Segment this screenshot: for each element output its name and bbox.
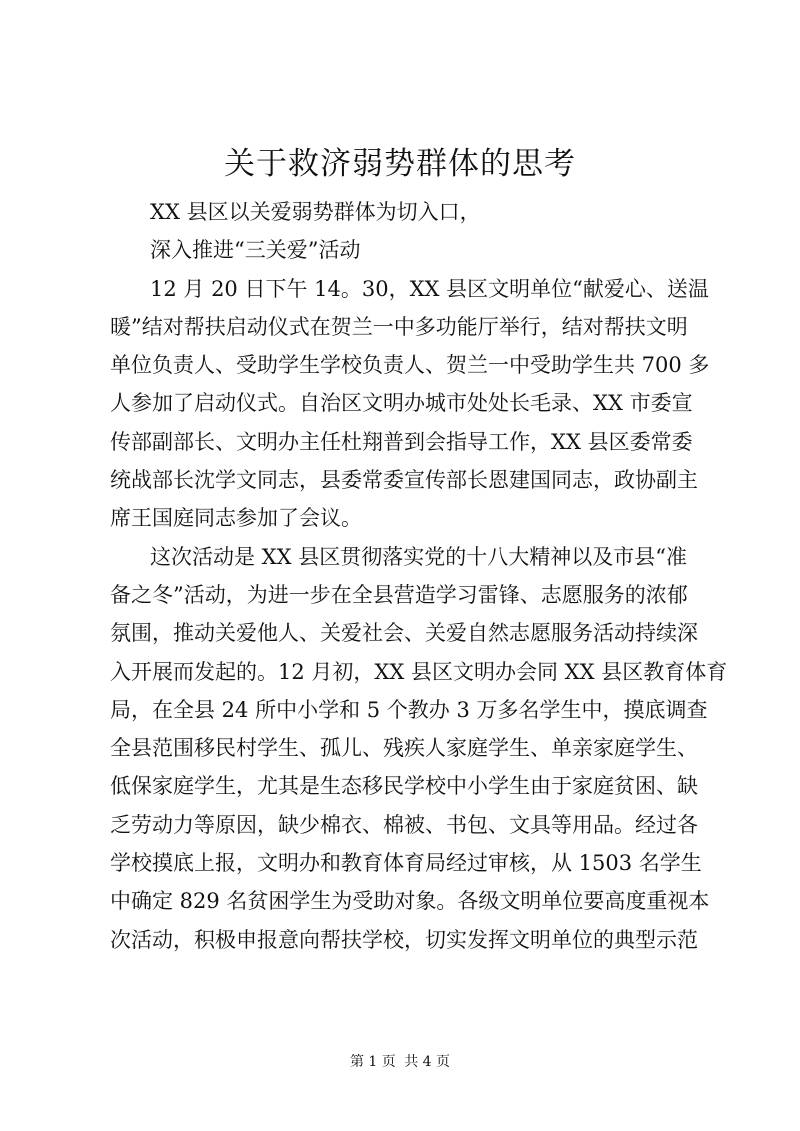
body-line: 备之冬”活动，为进一步在全县营造学习雷锋、志愿服务的浓郁 [110,582,688,607]
page-total: 共 4 页 [404,1054,451,1070]
body-line: 低保家庭学生，尤其是生态移民学校中小学生由于家庭贫困、缺 [110,774,698,799]
body-line: 人参加了启动仪式。自治区文明办城市处处长毛录、XX 市委宣 [110,391,693,416]
body-line: 统战部长沈学文同志，县委常委宣传部长恩建国同志，政协副主 [110,468,698,493]
body-line: 12 月 20 日下午 14。30，XX 县区文明单位“献爱心、送温 [150,276,709,301]
document-body [110,193,728,959]
body-line: 传部副部长、文明办主任杜翔普到会指导工作，XX 县区委常委 [110,429,693,454]
body-line: 次活动，积极申报意向帮扶学校，切实发挥文明单位的典型示范 [110,927,698,952]
body-line: 氛围，推动关爱他人、关爱社会、关爱自然志愿服务活动持续深 [110,621,698,646]
page-number: 第 1 页 [349,1054,396,1070]
body-line: 暖”结对帮扶启动仪式在贺兰一中多功能厅举行，结对帮扶文明 [110,314,688,339]
body-line: 局，在全县 24 所中小学和 5 个教办 3 万多名学生中，摸底调查 [110,697,708,722]
body-line: 乏劳动力等原因，缺少棉衣、棉被、书包、文具等用品。经过各 [110,812,698,837]
page-footer [0,1052,800,1072]
body-line: 单位负责人、受助学生学校负责人、贺兰一中受助学生共 700 多 [110,353,710,378]
body-line: 中确定 829 名贫困学生为受助对象。各级文明单位要高度重视本 [110,889,710,914]
document-title: 关于救济弱势群体的思考 [224,146,576,182]
body-line: 学校摸底上报，文明办和教育体育局经过审核，从 1503 名学生 [110,851,702,876]
body-line: 这次活动是 XX 县区贯彻落实党的十八大精神以及市县“准 [150,544,687,569]
body-line: 席王国庭同志参加了会议。 [110,506,362,531]
body-line: 深入推进“三关爱”活动 [150,238,361,263]
body-line: 入开展而发起的。12 月初，XX 县区文明办会同 XX 县区教育体育 [110,659,728,684]
body-line: 全县范围移民村学生、孤儿、残疾人家庭学生、单亲家庭学生、 [110,736,698,761]
body-line: XX 县区以关爱弱势群体为切入口， [150,200,481,224]
